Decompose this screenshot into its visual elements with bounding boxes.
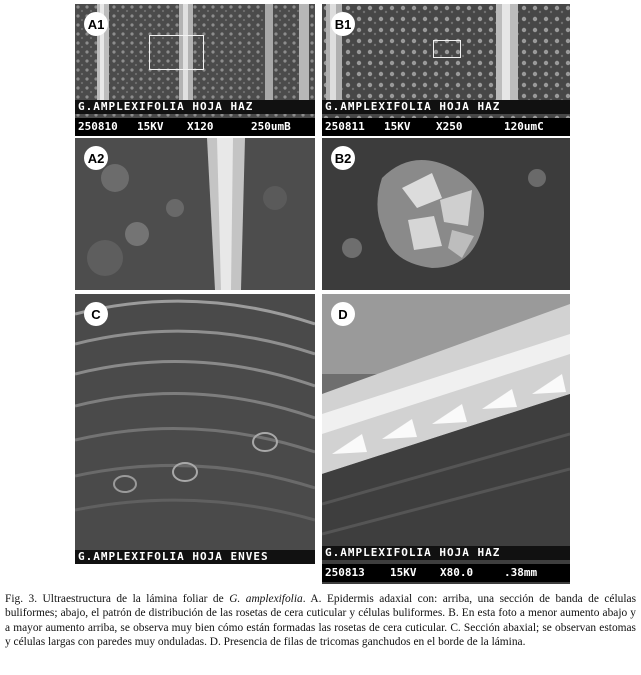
panel-b1-micrograph — [322, 4, 570, 136]
a1-meta-code: 250810 — [78, 120, 118, 133]
c-caption: G.AMPLEXIFOLIA HOJA ENVES — [75, 550, 315, 564]
panel-a1-label: A1 — [84, 12, 108, 36]
panel-a2-label: A2 — [84, 146, 108, 170]
a1-selection-box — [149, 35, 204, 70]
panel-d-micrograph — [322, 294, 570, 584]
a1-meta-kv: 15KV — [137, 120, 164, 133]
panel-b2-label: B2 — [331, 146, 355, 170]
b1-meta-mag: X250 — [436, 120, 463, 133]
d-meta-mag: X80.0 — [440, 566, 474, 579]
caption-species: G. amplexifolia — [229, 593, 303, 605]
a1-sem-image — [75, 4, 315, 136]
d-sem-image — [322, 294, 570, 584]
panel-a2-micrograph — [75, 138, 315, 290]
caption-body: . A. Epidermis adaxial con: arriba, una sección de banda de células buliformes; abajo, el patrón de distribución de las rosetas de cera cuticular y células buliformes. B. En esta foto a menor aumento abajo y a mayor aumento arriba, se observa muy bien cómo están formadas las rosetas de cera cuticular. C. Sección abaxial; se observan estomas y células largas con paredes muy onduladas. D. Presencia de filas de tricomas ganchudos en el borde de la lámina. — [5, 593, 636, 649]
a1-meta-bar — [75, 118, 315, 136]
a1-meta-mag: X120 — [187, 120, 214, 133]
panel-a1-micrograph — [75, 4, 315, 136]
b1-meta-scale: 120umC — [504, 120, 544, 133]
caption-prefix: Fig. 3. Ultraestructura de la lámina foliar de — [5, 593, 230, 605]
panel-c-micrograph — [75, 294, 315, 564]
b1-meta-bar — [322, 118, 570, 136]
b2-sem-image — [322, 138, 570, 290]
b1-caption: G.AMPLEXIFOLIA HOJA HAZ — [322, 100, 570, 114]
a1-meta-scale: 250umB — [251, 120, 291, 133]
c-sem-image — [75, 294, 315, 564]
d-meta-scale: .38mm — [504, 566, 538, 579]
panel-b1-label: B1 — [331, 12, 355, 36]
panel-b2-micrograph — [322, 138, 570, 290]
figure-caption — [5, 592, 636, 650]
d-meta-kv: 15KV — [390, 566, 417, 579]
b1-meta-code: 250811 — [325, 120, 365, 133]
a1-caption: G.AMPLEXIFOLIA HOJA HAZ — [75, 100, 315, 114]
b1-selection-box — [433, 40, 461, 58]
b1-meta-kv: 15KV — [384, 120, 411, 133]
b1-sem-image — [322, 4, 570, 136]
panel-d-label: D — [331, 302, 355, 326]
d-caption: G.AMPLEXIFOLIA HOJA HAZ — [322, 546, 570, 560]
d-meta-code: 250813 — [325, 566, 365, 579]
a2-sem-image — [75, 138, 315, 290]
d-meta-bar — [322, 564, 570, 582]
panel-c-label: C — [84, 302, 108, 326]
